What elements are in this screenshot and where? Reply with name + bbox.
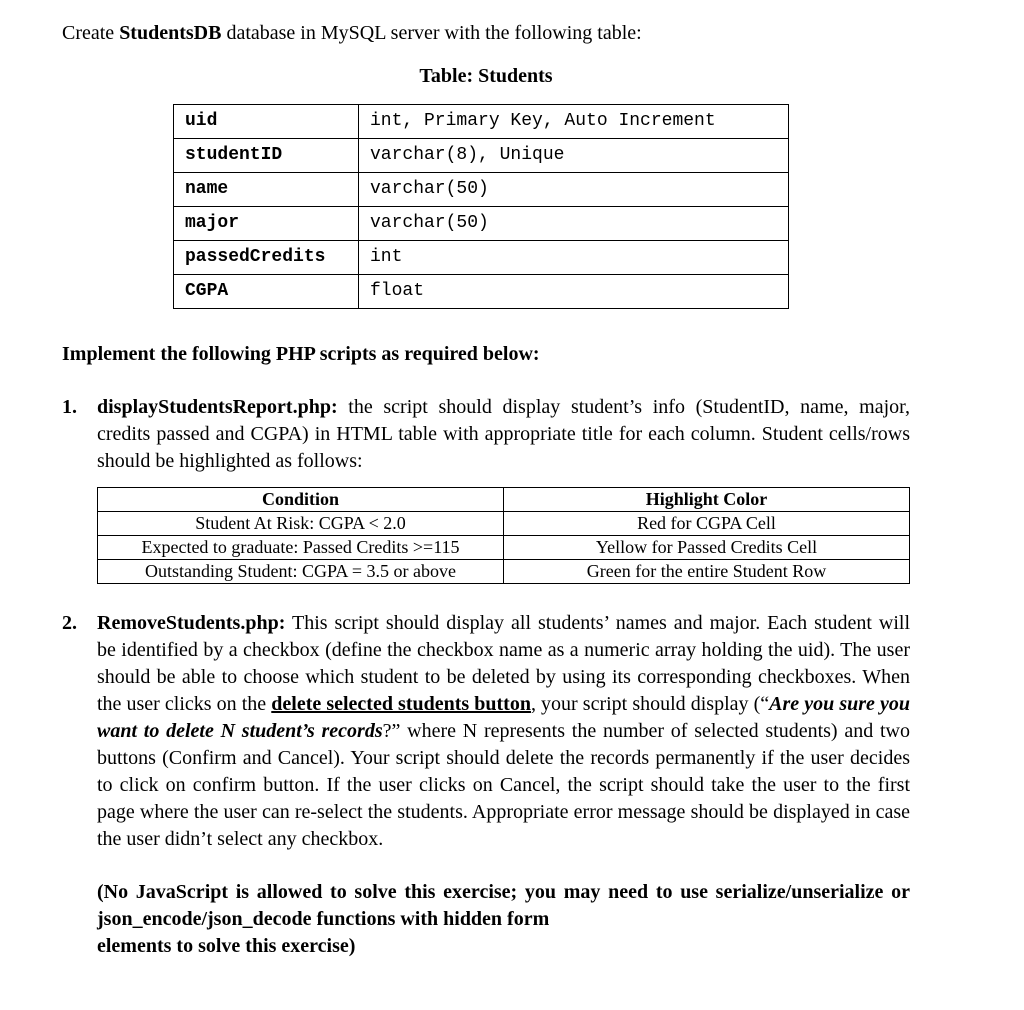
intro-db-name: StudentsDB: [119, 22, 222, 44]
schema-table-row: [174, 105, 789, 139]
highlight-color-header-cell: Highlight Color: [504, 488, 910, 512]
list-item-2: [62, 610, 910, 853]
schema-table-row: [174, 275, 789, 309]
list-number-2: 2.: [62, 612, 77, 634]
field-name-cell: uid: [174, 105, 359, 139]
condition-cell: Expected to graduate: Passed Credits >=115: [98, 536, 504, 560]
field-name-cell: studentID: [174, 139, 359, 173]
item2-text-1: This script should display all students’ names and major. Each student will be identified by a checkbox (define the checkbox name as a numeric array holding the uid). The user should be able to choose which student to be deleted by using its corresponding checkboxes. When the user clicks on the: [97, 612, 910, 715]
condition-cell: Outstanding Student: CGPA = 3.5 or above: [98, 560, 504, 584]
field-type-cell: int, Primary Key, Auto Increment: [359, 105, 789, 139]
highlight-table-row: [98, 560, 910, 584]
condition-header-cell: Condition: [98, 488, 504, 512]
field-type-cell: varchar(8), Unique: [359, 139, 789, 173]
field-type-cell: int: [359, 241, 789, 275]
field-type-cell: varchar(50): [359, 207, 789, 241]
schema-table-title: Table: Students: [419, 65, 553, 87]
intro-text-pre: Create: [62, 22, 120, 44]
item2-paragraph: [97, 610, 910, 853]
list-item-1: [62, 394, 910, 475]
intro-text-post: database in MySQL server with the following table:: [221, 22, 642, 44]
highlight-rules-table: [97, 487, 910, 584]
field-name-cell: name: [174, 173, 359, 207]
field-type-cell: float: [359, 275, 789, 309]
intro-paragraph: [62, 20, 910, 47]
highlight-table-header-row: [98, 488, 910, 512]
no-javascript-note: (No JavaScript is allowed to solve this exercise; you may need to use serialize/unserialize or json_encode/json_decode functions with hidden form: [97, 881, 910, 930]
item1-paragraph: [97, 394, 910, 475]
item2-script-name: RemoveStudents.php:: [97, 612, 286, 634]
section-heading: Implement the following PHP scripts as required below:: [62, 343, 540, 365]
schema-table: [173, 104, 789, 309]
field-type-cell: varchar(50): [359, 173, 789, 207]
schema-table-row: [174, 207, 789, 241]
clipped-last-line: elements to solve this exercise): [97, 935, 356, 957]
item2-text-2: , your script should display (“: [530, 693, 770, 715]
item1-text: the script should display student’s info (StudentID, name, major, credits passed and CGPA) in HTML table with appropriate title for each column. Student cells/rows should be highlighted as follows:: [97, 396, 910, 472]
condition-cell: Student At Risk: CGPA < 2.0: [98, 512, 504, 536]
highlight-table-row: [98, 536, 910, 560]
field-name-cell: passedCredits: [174, 241, 359, 275]
field-name-cell: CGPA: [174, 275, 359, 309]
item2-delete-button-phrase: delete selected students button: [271, 693, 531, 715]
item2-confirm-message: Are you sure you want to delete N student’s records: [97, 693, 910, 742]
list-number-1: 1.: [62, 396, 77, 418]
highlight-color-cell: Yellow for Passed Credits Cell: [504, 536, 910, 560]
schema-table-row: [174, 241, 789, 275]
schema-table-row: [174, 173, 789, 207]
highlight-color-cell: Green for the entire Student Row: [504, 560, 910, 584]
item1-script-name: displayStudentsReport.php:: [97, 396, 338, 418]
schema-table-row: [174, 139, 789, 173]
highlight-table-row: [98, 512, 910, 536]
field-name-cell: major: [174, 207, 359, 241]
highlight-color-cell: Red for CGPA Cell: [504, 512, 910, 536]
item2-text-3: ?” where N represents the number of selected students) and two buttons (Confirm and Cancel). Your script should delete the records permanently if the user decides to click on confirm button. If the user clicks on Cancel, the script should take the user to the first page where the user can re-select the students. Appropriate error message should be displayed in case the user didn’t select any checkbox.: [97, 720, 910, 850]
